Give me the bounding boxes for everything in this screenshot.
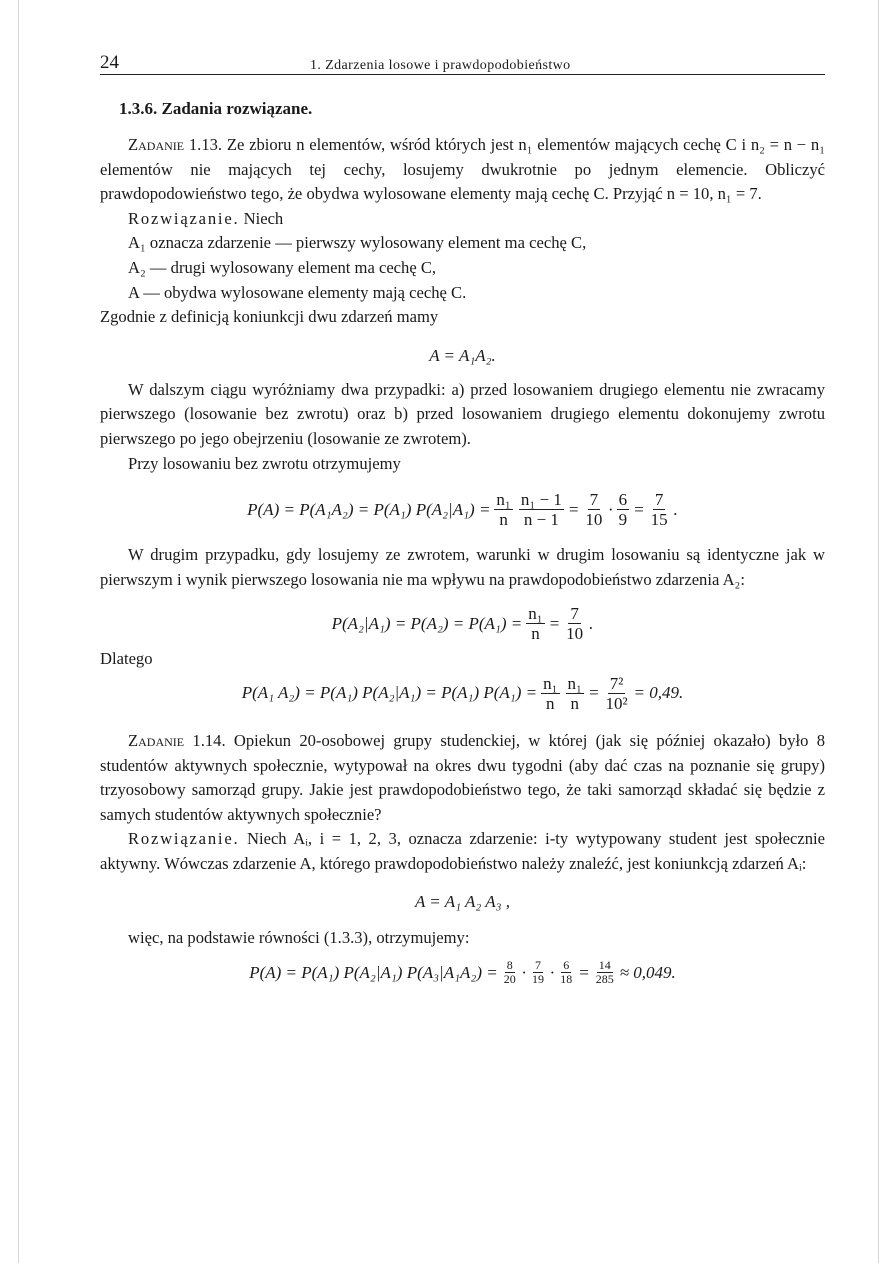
formula-with-return: [100, 604, 825, 643]
fraction-numerator: n₁: [496, 490, 511, 510]
formula-lhs: P(A₁ A₂) = P(A₁) P(A₂|A₁) = P(A₁) P(A₁) =: [241, 683, 538, 703]
formula-text: A = A₁A₂.: [429, 345, 496, 365]
formula-result: ≈ 0,049.: [619, 962, 676, 982]
solution-intro: [100, 207, 825, 232]
formula-triple-conjunction: [100, 892, 825, 912]
fraction: [494, 490, 512, 529]
fraction-denominator: 19: [531, 972, 544, 987]
page-number: 24: [100, 52, 119, 73]
fraction-numerator: 7: [589, 490, 599, 510]
fraction-denominator: 285: [595, 972, 614, 987]
page-edge-right: [878, 0, 879, 1263]
fraction-numerator: 7: [534, 958, 541, 973]
event-definition-a: A — obydwa wylosowane elementy mają cechę C.: [128, 282, 467, 302]
fraction: [564, 604, 585, 643]
problem-label: Zadanie 1.13.: [128, 135, 223, 154]
fraction-denominator: 18: [560, 972, 573, 987]
fraction: [541, 674, 559, 713]
equals-sign: =: [548, 613, 561, 633]
solution-text: Niech Aᵢ, i = 1, 2, 3, oznacza zdarzenie: i-ty wytypowany student jest społecznie aktywny. Wówczas zdarzenie A, którego prawdopodobieństwo należy znaleźć, jest koniunkcją zdarzeń Aᵢ:: [100, 829, 825, 873]
formula-result: = 0,49.: [633, 683, 684, 703]
fraction-numerator: 8: [506, 958, 513, 973]
fraction-denominator: 10: [566, 624, 584, 644]
page-header: [100, 50, 825, 75]
formula-without-return: [100, 490, 825, 529]
event-definition-a1: A₁ oznacza zdarzenie — pierwszy wylosowany element ma cechę C,: [128, 233, 587, 253]
fraction: [526, 604, 544, 643]
multiply-sign: ·: [521, 962, 526, 982]
multiply-sign: ·: [608, 499, 613, 519]
formula-final-probability: [100, 959, 825, 986]
fraction-numerator: 6: [563, 958, 570, 973]
fraction: [530, 959, 546, 986]
fraction-numerator: 7: [654, 490, 664, 510]
equals-sign: =: [633, 499, 645, 519]
fraction-numerator: 7: [570, 604, 579, 624]
formula-lhs: P(A) = P(A₁A₂) = P(A₁) P(A₂|A₁) =: [247, 499, 491, 519]
solution-label: Rozwiązanie.: [128, 208, 240, 228]
event-definition-a2: A₂ — drugi wylosowany element ma cechę C,: [128, 257, 437, 277]
fraction-denominator: n: [546, 693, 555, 713]
formula-product: [100, 674, 825, 713]
problem-text: Ze zbioru n elementów, wśród których jest n₁ elementów mających cechę C i n₂ = n − n₁ elementów nie mających tej cechy, losujemy dwukrotnie po jednym elemencie. Obliczyć prawdopodowieństwo tego, że obydwa wylosowane elementy mają cechę C. Przyjąć n = 10, n₁ = 7.: [100, 135, 825, 204]
paragraph-cases: W dalszym ciągu wyróżniamy dwa przypadki: a) przed losowaniem drugiego elementu nie zwracamy pierwszego (losowanie bez zwrotu) oraz b) przed losowaniem drugiego elementu dokonujemy zwrotu pierwszego po jego obejrzeniu (losowanie ze zwrotem).: [100, 379, 825, 448]
fraction-numerator: 7²: [609, 673, 624, 693]
equals-sign: =: [587, 683, 600, 703]
solution-paragraph: [100, 827, 825, 876]
solution-intro-text: Niech: [243, 208, 284, 228]
problem-text: Opiekun 20-osobowej grupy studenckiej, w której (jak się później okazało) było 8 studentów aktywnych społecznie, wytypował na okres dwu tygodni (aby dać czas na poznanie się grupy) trzyosobowy samorząd grupy. Jakie jest prawdopodobieństwo tego, że taki samorząd składać się będzie z samych studentów aktywnych społecznie?: [100, 730, 826, 824]
paragraph-second-case: W drugim przypadku, gdy losujemy ze zwrotem, warunki w drugim losowaniu są identyczne jak w pierwszym i wynik pierwszego losowania nie ma wpływu na prawdopodobieństwo zdarzenia A₂:: [100, 545, 825, 589]
fraction-denominator: n: [499, 510, 508, 530]
fraction-numerator: n₁ − 1: [520, 490, 562, 510]
fraction: [583, 490, 604, 529]
fraction: [558, 959, 574, 986]
fraction-numerator: 14: [598, 958, 611, 973]
fraction-denominator: n − 1: [523, 510, 559, 530]
running-head: 1. Zdarzenia losowe i prawdopodobieństwo: [310, 58, 571, 73]
formula-lhs: P(A) = P(A₁) P(A₂|A₁) P(A₃|A₁A₂) =: [249, 962, 498, 982]
multiply-sign: ·: [549, 962, 555, 982]
fraction: [519, 490, 564, 529]
fraction-numerator: n₁: [567, 673, 582, 693]
therefore-line: Dlatego: [100, 649, 153, 669]
period: .: [673, 499, 678, 519]
problem-statement-1-14: [100, 729, 825, 827]
equals-sign: =: [567, 499, 580, 519]
fraction-denominator: 20: [503, 972, 516, 987]
period: .: [589, 613, 594, 633]
fraction-denominator: 10²: [605, 693, 628, 713]
book-page: [100, 50, 825, 986]
page-edge-left: [18, 0, 19, 1263]
formula-conjunction: [100, 346, 825, 366]
fraction-denominator: 9: [618, 510, 628, 530]
fraction-denominator: n: [531, 624, 540, 644]
formula-lhs: P(A₂|A₁) = P(A₂) = P(A₁) =: [331, 613, 523, 633]
problem-statement-1-13: [100, 133, 825, 207]
fraction-numerator: 6: [618, 490, 628, 510]
fraction: [566, 674, 584, 713]
fraction-numerator: n₁: [528, 604, 543, 624]
next-line: więc, na podstawie równości (1.3.3), otrzymujemy:: [128, 928, 470, 948]
fraction-numerator: n₁: [543, 673, 558, 693]
fraction: [649, 490, 670, 529]
without-return-line: Przy losowaniu bez zwrotu otrzymujemy: [128, 453, 401, 473]
fraction-denominator: 15: [650, 510, 668, 530]
section-title: 1.3.6. Zadania rozwiązane.: [119, 99, 313, 118]
fraction: [617, 490, 630, 529]
equals-sign: =: [578, 962, 590, 982]
fraction-denominator: n: [570, 693, 579, 713]
fraction: [502, 959, 518, 986]
fraction: [603, 674, 629, 713]
problem-label: Zadanie 1.14.: [128, 730, 226, 750]
fraction: [594, 959, 616, 986]
fraction-denominator: 10: [585, 510, 603, 530]
definition-line: Zgodnie z definicją koniunkcji dwu zdarzeń mamy: [100, 307, 439, 327]
formula-text: A = A₁ A₂ A₃ ,: [414, 892, 510, 912]
solution-label: Rozwiązanie.: [128, 829, 240, 849]
